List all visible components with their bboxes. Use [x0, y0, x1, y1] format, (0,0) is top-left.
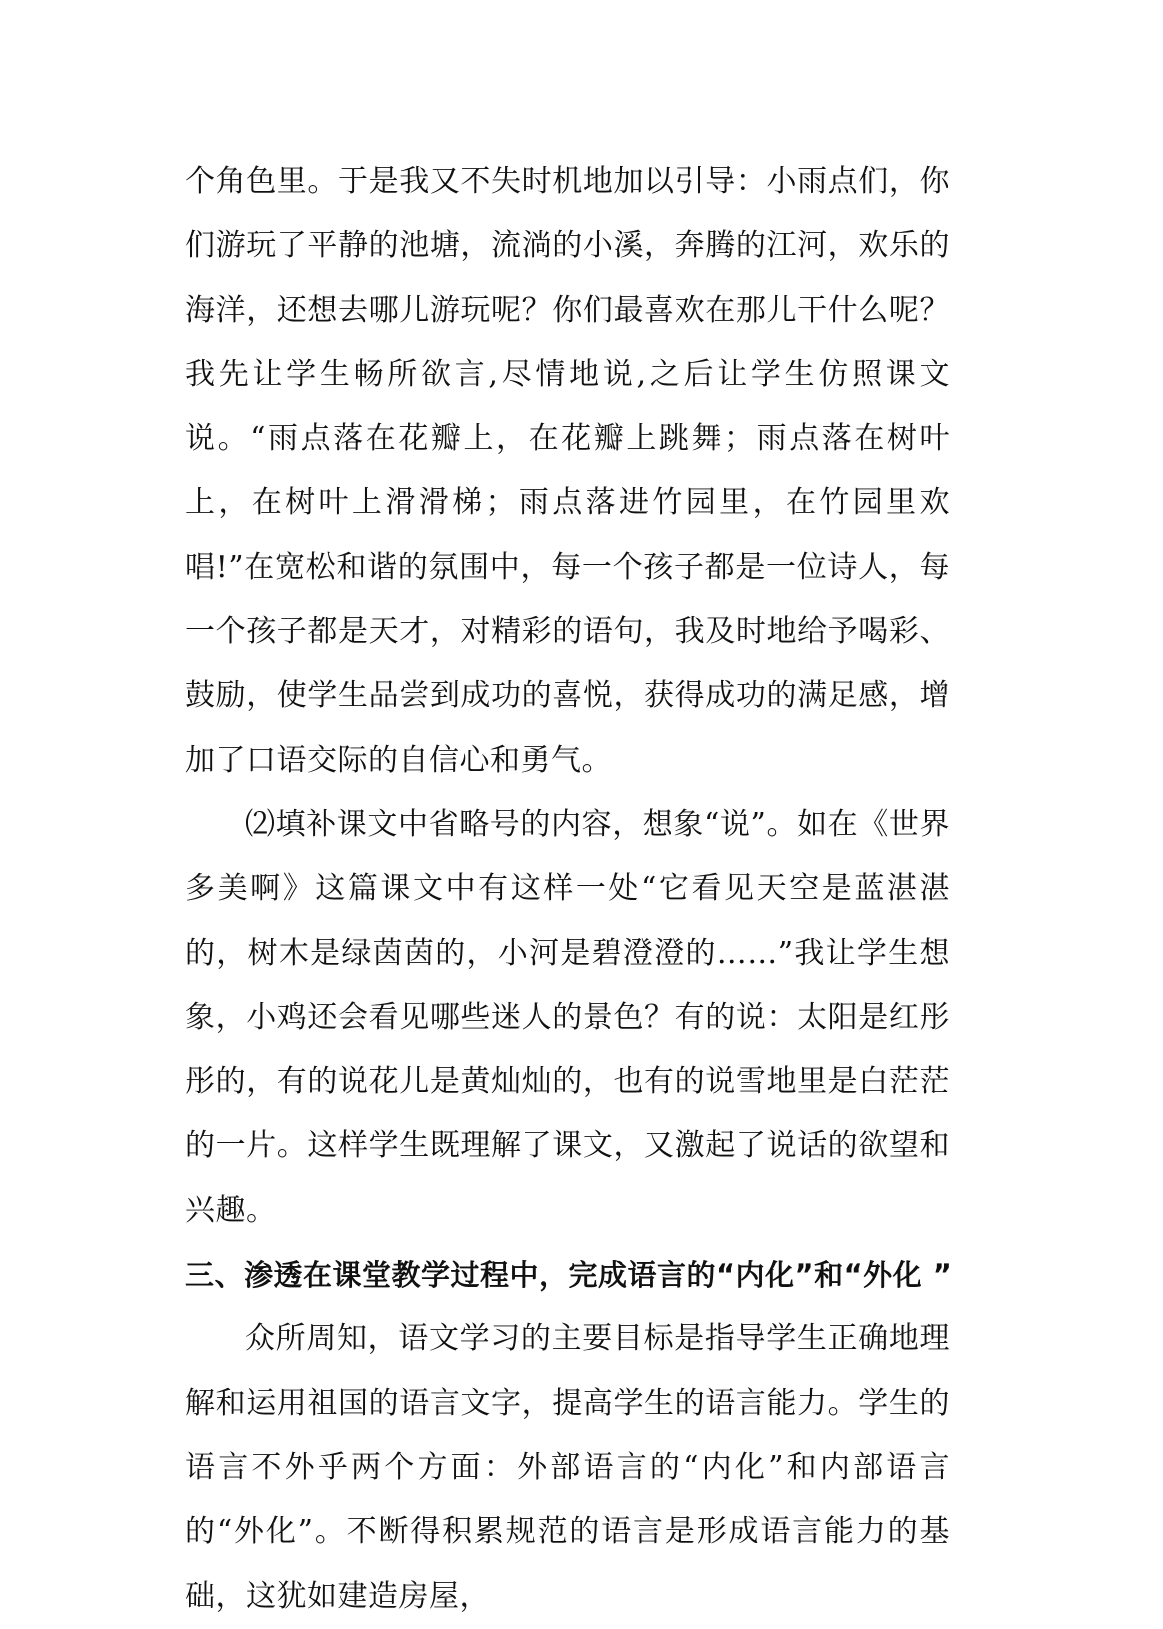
document-body	[185, 150, 953, 1629]
paragraph-continued: 个角色里。于是我又不失时机地加以引导：小雨点们，你们游玩了平静的池塘，流淌的小溪，奔腾的江河，欢乐的海洋，还想去哪儿游玩呢？你们最喜欢在那儿干什么呢？我先让学生畅所欲言,尽情地说,之后让学生仿照课文说。“雨点落在花瓣上，在花瓣上跳舞；雨点落在树叶上，在树叶上滑滑梯；雨点落进竹园里，在竹园里欢唱!”在宽松和谐的氛围中，每一个孩子都是一位诗人，每一个孩子都是天才，对精彩的语句，我及时地给予喝彩、鼓励，使学生品尝到成功的喜悦，获得成功的满足感，增加了口语交际的自信心和勇气。	[185, 164, 950, 778]
paragraph-fill-ellipsis: ⑵填补课文中省略号的内容，想象“说”。如在《世界多美啊》这篇课文中有这样一处“它看见天空是蓝湛湛的，树木是绿茵茵的，小河是碧澄澄的……”我让学生想象，小鸡还会看见哪些迷人的景色？有的说：太阳是红彤彤的，有的说花儿是黄灿灿的，也有的说雪地里是白茫茫的一片。这样学生既理解了课文，又激起了说话的欲望和兴趣。	[185, 806, 950, 1228]
section-heading: 三、渗透在课堂教学过程中，完成语言的“内化”和“外化 ”	[185, 1258, 953, 1293]
paragraph-language-goals: 众所周知，语文学习的主要目标是指导学生正确地理解和运用祖国的语言文字，提高学生的语言能力。学生的语言不外乎两个方面：外部语言的“内化”和内部语言的“外化”。不断得积累规范的语言是形成语言能力的基础，这犹如建造房屋，	[185, 1321, 950, 1614]
